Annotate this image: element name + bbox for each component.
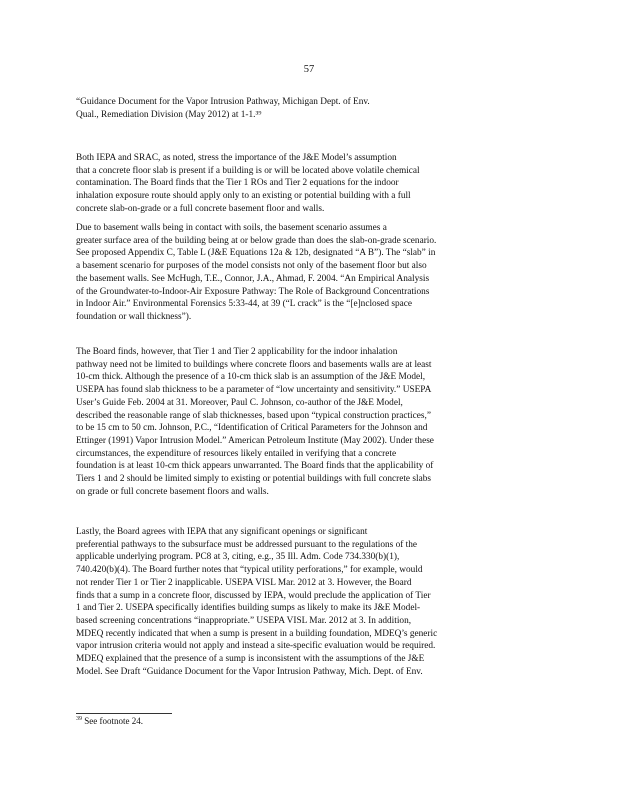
text-line: Both IEPA and SRAC, as noted, stress the importance of the J&E Model’s assumption — [76, 153, 397, 163]
text-line: inhalation exposure route should apply only to an existing or potential building with a full — [76, 191, 411, 202]
page-number: 57 — [303, 64, 315, 75]
text-line: User’s Guide Feb. 2004 at 31. Moreover, Paul C. Johnson, co-author of the J&E Model, — [76, 397, 403, 408]
text-line: greater surface area of the building being at or below grade than does the slab-on-grade scenario. — [76, 235, 437, 246]
text-line: foundation is at least 10-cm thick appears unwarranted. The Board finds that the applicability of — [76, 461, 434, 472]
text-line: finds that a sump in a concrete floor, discussed by IEPA, would preclude the application of Tier — [76, 590, 431, 601]
text-line: foundation or wall thickness”). — [76, 311, 192, 322]
text-line: on grade or full concrete basement floors and walls. — [76, 486, 269, 497]
text-line: Lastly, the Board agrees with IEPA that any significant openings or significant — [76, 527, 368, 537]
text-line: applicable underlying program. PC8 at 3, citing, e.g., 35 Ill. Adm. Code 734.330(b)(1), — [76, 552, 400, 563]
footnote — [76, 716, 143, 726]
text-line: The Board finds, however, that Tier 1 and Tier 2 applicability for the indoor inhalation — [76, 347, 398, 357]
text-line: based screening concentrations “inappropriate.” USEPA VISL Mar. 2012 at 3. In addition, — [76, 615, 412, 626]
footnote-rule — [76, 713, 172, 714]
text-line: 10-cm thick. Although the presence of a 10-cm thick slab is an assumption of the J&E Model, — [76, 372, 426, 383]
text-line: Qual., Remediation Division (May 2012) at 1-1.³⁹ — [76, 109, 262, 120]
text-line: Due to basement walls being in contact with soils, the basement scenario assumes a — [76, 223, 387, 233]
text-line: concrete slab-on-grade or a full concrete basement floor and walls. — [76, 203, 325, 214]
paragraph-slab-assumption — [76, 152, 520, 216]
paragraph-sumps — [76, 526, 520, 678]
text-line: a basement scenario for purposes of the model consists not only of the basement floor but also — [76, 261, 427, 272]
text-line: described the reasonable range of slab thicknesses, based upon “typical construction practices,” — [76, 410, 431, 421]
paragraph-slab-thickness — [76, 346, 520, 498]
text-line: USEPA has found slab thickness to be a parameter of “low uncertainty and sensitivity.” USEPA — [76, 385, 432, 396]
text-line: contamination. The Board finds that the Tier 1 ROs and Tier 2 equations for the indoor — [76, 178, 399, 189]
text-line: “Guidance Document for the Vapor Intrusion Pathway, Michigan Dept. of Env. — [76, 97, 370, 107]
text-line: Model. See Draft “Guidance Document for the Vapor Intrusion Pathway, Mich. Dept. of Env. — [76, 666, 423, 677]
text-line: MDEQ recently indicated that when a sump is present in a building foundation, MDEQ’s generic — [76, 628, 438, 639]
footnote-text: See footnote 24. — [84, 716, 143, 726]
text-line: of the Groundwater-to-Indoor-Air Exposure Pathway: The Role of Background Concentrations — [76, 286, 430, 297]
text-line: pathway need not be limited to buildings where concrete floors and basements walls are at least — [76, 359, 432, 370]
text-line: 740.420(b)(4). The Board further notes that “typical utility perforations,” for example, would — [76, 565, 423, 576]
paragraph-basement-scenario — [76, 222, 520, 324]
text-line: in Indoor Air.” Environmental Forensics 5:33-44, at 39 (“L crack” is the “[e]nclosed space — [76, 299, 413, 310]
text-line: preferential pathways to the subsurface must be addressed pursuant to the regulations of the — [76, 539, 418, 550]
paragraph-continuation — [76, 96, 520, 121]
text-line: circumstances, the expenditure of resources likely entailed in verifying that a concrete — [76, 448, 397, 459]
text-line: to be 15 cm to 50 cm. Johnson, P.C., “Identification of Critical Parameters for the Johnson and — [76, 423, 428, 434]
text-line: Tiers 1 and 2 should be limited simply to existing or potential buildings with full concrete slabs — [76, 474, 431, 485]
text-line: Ettinger (1991) Vapor Intrusion Model.” American Petroleum Institute (May 2002). Under these — [76, 435, 434, 446]
footnote-marker: 39 — [76, 716, 82, 722]
text-line: See proposed Appendix C, Table L (J&E Equations 12a & 12b, designated “A B”). The “slab” in — [76, 248, 436, 259]
text-line: the basement walls. See McHugh, T.E., Connor, J.A., Ahmad, F. 2004. “An Empirical Analysis — [76, 273, 430, 284]
text-line: that a concrete floor slab is present if a building is or will be located above volatile chemical — [76, 165, 420, 176]
text-line: MDEQ explained that the presence of a sump is inconsistent with the assumptions of the J&E — [76, 654, 425, 665]
text-line: not render Tier 1 or Tier 2 inapplicable. USEPA VISL Mar. 2012 at 3. However, the Board — [76, 577, 412, 588]
text-line: 1 and Tier 2. USEPA specifically identifies building sumps as likely to make its J&E Model- — [76, 603, 421, 614]
text-line: vapor intrusion criteria would not apply and instead a site-specific evaluation would be required. — [76, 641, 436, 652]
